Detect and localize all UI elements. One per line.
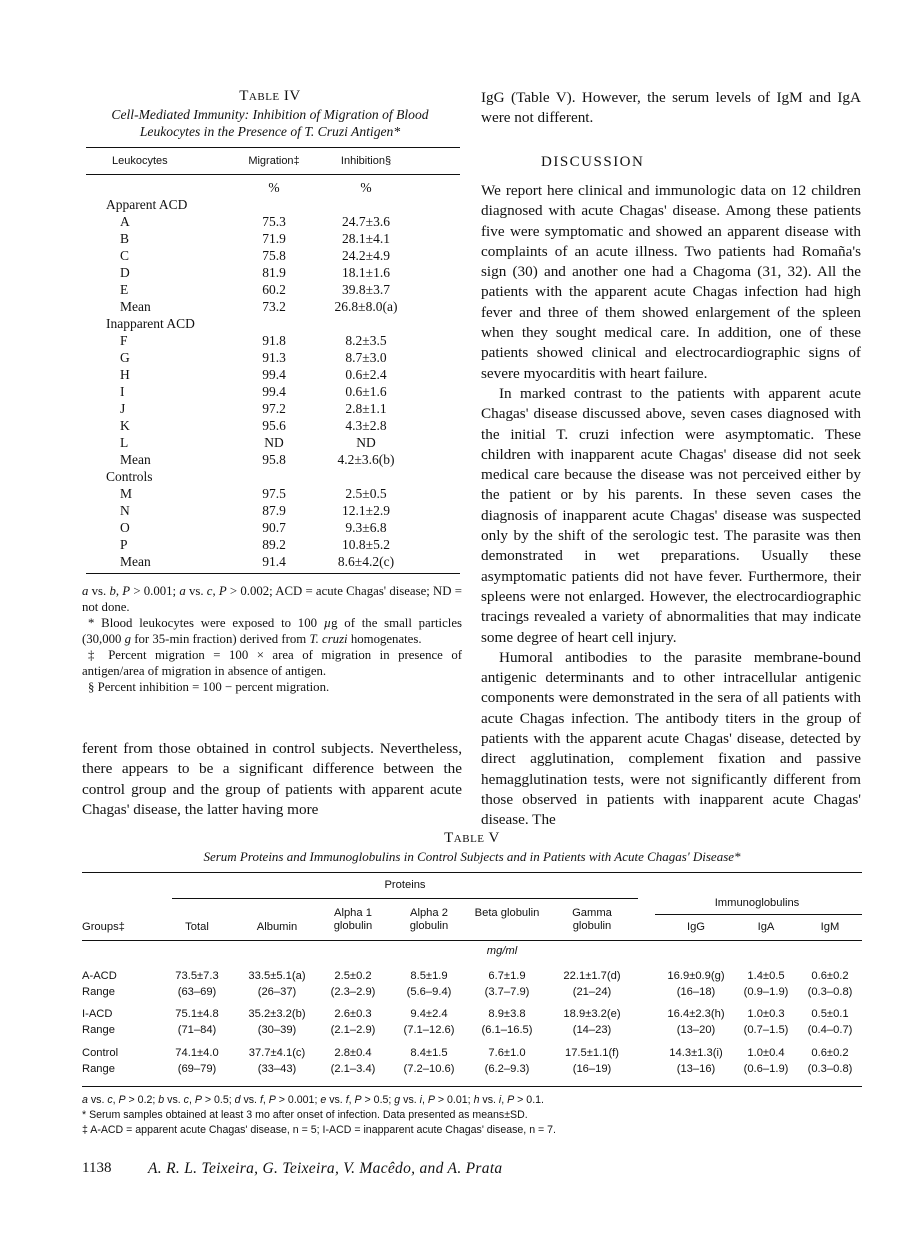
table4-inhibition-cell: 8.7±3.0 bbox=[345, 350, 387, 365]
table5-cell: (0.7–1.5) bbox=[743, 1024, 789, 1036]
table4-unit-migration: % bbox=[268, 180, 280, 195]
table5-cell: 8.4±1.5 bbox=[410, 1047, 448, 1059]
table4-inhibition-cell: ND bbox=[356, 435, 376, 450]
table5-cell: (0.6–1.9) bbox=[743, 1063, 789, 1075]
left-continuation-text: ferent from those obtained in control subjects. Nevertheless, there appears to be a significant difference between the control group and the group of patients with apparent acute Chagas' disease, the latter having more bbox=[82, 740, 462, 818]
table5-cell: 1.0±0.4 bbox=[747, 1047, 785, 1059]
table4-header-inhibition: Inhibition§ bbox=[340, 155, 392, 167]
table4-row-label: L bbox=[120, 435, 129, 450]
table5-bottom-rule bbox=[82, 1086, 862, 1087]
table5-cell: (21–24) bbox=[572, 986, 612, 998]
table5-proteins-rule bbox=[172, 898, 638, 899]
table5-groups-header: Groups‡ bbox=[82, 921, 125, 933]
table4-row-label: Mean bbox=[120, 299, 151, 314]
table5-cell: 8.9±3.8 bbox=[488, 1008, 526, 1020]
table5-cell: (69–79) bbox=[177, 1063, 217, 1075]
table4-inhibition-cell: 0.6±2.4 bbox=[345, 367, 387, 382]
table5-caption: Serum Proteins and Immunoglobulins in Control Subjects and in Patients with Acute Chagas' Disease* bbox=[203, 849, 741, 864]
table4-migration-cell: 90.7 bbox=[262, 520, 286, 535]
table5-cell: 2.6±0.3 bbox=[334, 1008, 372, 1020]
table4-migration-cell: 99.4 bbox=[262, 367, 286, 382]
table4-row-label: P bbox=[120, 537, 128, 552]
table5-cell: 0.6±0.2 bbox=[811, 970, 849, 982]
table5-cell: 7.6±1.0 bbox=[488, 1047, 526, 1059]
table4-inhibition-cell: 4.2±3.6(b) bbox=[337, 452, 395, 467]
table5-cell: (13–20) bbox=[676, 1024, 716, 1036]
table5-cell: 9.4±2.4 bbox=[410, 1008, 448, 1020]
table4-migration-cell: 97.5 bbox=[262, 486, 286, 501]
table5-cell: (0.3–0.8) bbox=[807, 1063, 853, 1075]
discussion-paragraph-1: We report here clinical and immunologic data on 12 children diagnosed with acute Chagas' disease. Among these patients five were symptomatic and showed an apparent disease with complaints of an acute illness. Two patients had Romaña's sign (30) and another one had a Chagoma (31, 32). All the patients with the apparent acute Chagas infection had high fever and three of them showed enlargement of the spleen when they sought medical care. In addition, one of these patients showed clinical and electrocardiographic signs of severe myocarditis with heart failure. bbox=[481, 182, 861, 382]
table4-bottom-rule bbox=[86, 573, 460, 574]
table4-row-label: Mean bbox=[120, 452, 151, 467]
table4-row-label: M bbox=[120, 486, 133, 501]
table4-migration-cell: 99.4 bbox=[262, 384, 286, 399]
table5-cell: (63–69) bbox=[177, 986, 217, 998]
table4-migration-cell: 73.2 bbox=[262, 299, 286, 314]
table5-footnote: * Serum samples obtained at least 3 mo after onset of infection. Data presented as means±SD. bbox=[82, 1109, 528, 1121]
table5-cell: 2.5±0.2 bbox=[334, 970, 372, 982]
table4-inhibition-cell: 0.6±1.6 bbox=[345, 384, 387, 399]
table5-cell: 16.4±2.3(h) bbox=[667, 1008, 725, 1020]
table4-row-label: E bbox=[120, 282, 129, 297]
table5-cell: 37.7±4.1(c) bbox=[248, 1047, 306, 1059]
discussion-heading: DISCUSSION bbox=[541, 154, 645, 170]
table4-footnotes bbox=[82, 583, 462, 695]
table4-inhibition-cell: 24.2±4.9 bbox=[342, 248, 390, 263]
table5-row-group: Range bbox=[82, 1063, 115, 1075]
table4-row-label: B bbox=[120, 231, 130, 246]
table4-inhibition-cell: 2.5±0.5 bbox=[345, 486, 387, 501]
table5-cell: (2.3–2.9) bbox=[330, 986, 376, 998]
running-footer-authors: A. R. L. Teixeira, G. Teixeira, V. Macêdo, and A. Prata bbox=[148, 1160, 503, 1177]
table5-cell: 73.5±7.3 bbox=[175, 970, 219, 982]
table4-inhibition-cell: 28.1±4.1 bbox=[342, 231, 390, 246]
table4-group-label: Apparent ACD bbox=[106, 197, 188, 212]
table5-cell: (14–23) bbox=[572, 1024, 612, 1036]
table4-migration-cell: ND bbox=[264, 435, 284, 450]
table4-migration-cell: 97.2 bbox=[262, 401, 286, 416]
table5-cell: 74.1±4.0 bbox=[175, 1047, 219, 1059]
table4-row-label: O bbox=[120, 520, 130, 535]
table5-column-header: IgM bbox=[820, 921, 840, 933]
table4-migration-cell: 95.8 bbox=[262, 452, 286, 467]
table4-row-label: Mean bbox=[120, 554, 151, 569]
table5-column-header: IgA bbox=[757, 921, 775, 933]
table4-row-label: I bbox=[120, 384, 125, 399]
table5-column-header: Gamma globulin bbox=[572, 907, 612, 932]
table5-cell: 17.5±1.1(f) bbox=[564, 1047, 620, 1059]
table4-migration-cell: 87.9 bbox=[262, 503, 286, 518]
table5-cell: (0.3–0.8) bbox=[807, 986, 853, 998]
table4-header-rule bbox=[86, 174, 460, 175]
table5-footnotes bbox=[82, 1093, 862, 1138]
table5-cell: 0.6±0.2 bbox=[811, 1047, 849, 1059]
table5-cell: (30–39) bbox=[257, 1024, 297, 1036]
table4-top-rule bbox=[86, 147, 460, 148]
table5-top-rule bbox=[82, 872, 862, 873]
table5-cell: (26–37) bbox=[257, 986, 297, 998]
table5-cell: (0.9–1.9) bbox=[743, 986, 789, 998]
table5-column-header: Albumin bbox=[256, 921, 298, 933]
table5-footnote: a vs. c, P > 0.2; b vs. c, P > 0.5; d vs. f, P > 0.001; e vs. f, P > 0.5; g vs. i, P > 0.01; h vs. i, P > 0.1. bbox=[82, 1094, 544, 1106]
table4-inhibition-cell: 9.3±6.8 bbox=[345, 520, 387, 535]
table4-unit-inhibition: % bbox=[360, 180, 372, 195]
table5-cell: 1.0±0.3 bbox=[747, 1008, 785, 1020]
table5-cell: 35.2±3.2(b) bbox=[248, 1008, 306, 1020]
table5-column-header: Alpha 1 globulin bbox=[333, 907, 373, 932]
table5-cell: (5.6–9.4) bbox=[406, 986, 452, 998]
table5-cell: (13–16) bbox=[676, 1063, 716, 1075]
table4-title: Table IV bbox=[239, 88, 301, 104]
discussion-paragraph-2: In marked contrast to the patients with apparent acute Chagas' disease discussed above, seven cases diagnosed with the initial T. cruzi infection were asymptomatic. These children with inapparent acute Chagas' disease did not seek medical care because the disease was not perceived either by the patient or by his parents. In these seven cases the diagnosis of inapparent acute Chagas' disease was suspected only by the shift of the serologic test. The parasite was then demonstrated in wet preparations. Usually these asymptomatic patients did not have fever. Furthermore, their spleens were not enlarged. However, the electrocardiographic tracings revealed a variety of abnormalities that may indicate some degree of heart cell injury. bbox=[481, 384, 861, 646]
table4-migration-cell: 91.4 bbox=[262, 554, 286, 569]
table5-cell: (3.7–7.9) bbox=[484, 986, 530, 998]
discussion-body bbox=[481, 181, 861, 831]
table5-cell: (2.1–2.9) bbox=[330, 1024, 376, 1036]
table4-caption-line2: Leukocytes in the Presence of T. Cruzi Antigen* bbox=[139, 124, 401, 139]
table5-cell: (71–84) bbox=[177, 1024, 217, 1036]
table5-cell: (6.2–9.3) bbox=[484, 1063, 530, 1075]
table4-migration-cell: 91.3 bbox=[262, 350, 286, 365]
table4-row-label: J bbox=[120, 401, 126, 416]
table5-ig-header: Immunoglobulins bbox=[714, 897, 800, 909]
table4-migration-cell: 71.9 bbox=[262, 231, 286, 246]
table4-group-label: Controls bbox=[106, 469, 153, 484]
table4-inhibition-cell: 8.2±3.5 bbox=[345, 333, 387, 348]
table5-header-rule bbox=[82, 940, 862, 941]
table5-column-header: Total bbox=[185, 921, 209, 933]
discussion-paragraph-3: Humoral antibodies to the parasite membrane-bound antigenic determinants and to other intracellular antigenic components were demonstrated in the sera of all patients with acute Chagas infection. The antibody titers in the group of patients with the apparent acute Chagas' disease, detected by direct agglutination, complement fixation and passive hemagglutination tests, were not significantly different from those observed in patients with inapparent acute Chagas' disease. The bbox=[481, 648, 861, 829]
table4-header-leukocytes: Leukocytes bbox=[112, 155, 168, 167]
table5-ig-rule bbox=[655, 914, 862, 915]
table4-inhibition-cell: 8.6±4.2(c) bbox=[337, 554, 395, 569]
table4-inhibition-cell: 26.8±8.0(a) bbox=[334, 299, 398, 314]
table4-inhibition-cell: 18.1±1.6 bbox=[342, 265, 390, 280]
table4-row-label: H bbox=[120, 367, 130, 382]
table4-footnote: * Blood leukocytes were exposed to 100 µg of the small particles (30,000 g for 35-min fraction) derived from T. cruzi homogenates. bbox=[82, 616, 462, 646]
right-top-text: IgG (Table V). However, the serum levels of IgM and IgA were not different. bbox=[481, 89, 861, 127]
table5-column-header: IgG bbox=[686, 921, 706, 933]
table5-cell: (7.2–10.6) bbox=[403, 1063, 455, 1075]
table5-row-group: I-ACD bbox=[82, 1008, 113, 1020]
table5-title: Table V bbox=[444, 830, 500, 846]
table4-migration-cell: 81.9 bbox=[262, 265, 286, 280]
table5-cell: (7.1–12.6) bbox=[403, 1024, 455, 1036]
table4-footnote: § Percent inhibition = 100 − percent migration. bbox=[88, 680, 330, 694]
table5-cell: 0.5±0.1 bbox=[811, 1008, 849, 1020]
table5-row-group: Range bbox=[82, 1024, 115, 1036]
table4-inhibition-cell: 39.8±3.7 bbox=[342, 282, 390, 297]
table5-cell: 6.7±1.9 bbox=[488, 970, 526, 982]
table4-migration-cell: 75.3 bbox=[262, 214, 286, 229]
table4-migration-cell: 95.6 bbox=[262, 418, 286, 433]
table5-proteins-header: Proteins bbox=[384, 879, 426, 891]
table4-footnote: ‡ Percent migration = 100 × area of migration in presence of antigen/area of migration in absence of antigen. bbox=[82, 648, 462, 678]
table5-column-header: Beta globulin bbox=[474, 907, 540, 919]
table5-cell: (0.4–0.7) bbox=[807, 1024, 853, 1036]
table5-cell: 16.9±0.9(g) bbox=[667, 970, 725, 982]
table5-cell: 8.5±1.9 bbox=[410, 970, 448, 982]
table4-row-label: G bbox=[120, 350, 130, 365]
table4-inhibition-cell: 12.1±2.9 bbox=[342, 503, 390, 518]
table4-group-label: Inapparent ACD bbox=[106, 316, 195, 331]
table5-unit: mg/ml bbox=[486, 945, 518, 957]
table4-inhibition-cell: 2.8±1.1 bbox=[345, 401, 387, 416]
table4-inhibition-cell: 10.8±5.2 bbox=[342, 537, 390, 552]
table4-migration-cell: 60.2 bbox=[262, 282, 286, 297]
table5-row-group: Range bbox=[82, 986, 115, 998]
table4-migration-cell: 89.2 bbox=[262, 537, 286, 552]
table5-cell: (16–19) bbox=[572, 1063, 612, 1075]
table4-row-label: A bbox=[120, 214, 130, 229]
table5-footnote: ‡ A-ACD = apparent acute Chagas' disease, n = 5; I-ACD = inapparent acute Chagas' disease, n = 7. bbox=[82, 1124, 556, 1136]
table5-cell: 1.4±0.5 bbox=[747, 970, 785, 982]
table4-footnote: a vs. b, P > 0.001; a vs. c, P > 0.002; ACD = acute Chagas' disease; ND = not done. bbox=[82, 584, 462, 614]
table4-row-label: N bbox=[120, 503, 130, 518]
table4-caption-line1: Cell-Mediated Immunity: Inhibition of Migration of Blood bbox=[111, 107, 429, 122]
table4-row-label: K bbox=[120, 418, 130, 433]
table4-inhibition-cell: 4.3±2.8 bbox=[345, 418, 387, 433]
table5-cell: 33.5±5.1(a) bbox=[248, 970, 306, 982]
table5-cell: (16–18) bbox=[676, 986, 716, 998]
table5-column-header: Alpha 2 globulin bbox=[409, 907, 449, 932]
table5-cell: 2.8±0.4 bbox=[334, 1047, 372, 1059]
table5-cell: (2.1–3.4) bbox=[330, 1063, 376, 1075]
table4-row-label: F bbox=[120, 333, 128, 348]
table5-row-group: Control bbox=[82, 1047, 119, 1059]
table5-cell: (6.1–16.5) bbox=[481, 1024, 533, 1036]
table5-cell: 75.1±4.8 bbox=[175, 1008, 219, 1020]
table5-cell: 14.3±1.3(i) bbox=[669, 1047, 723, 1059]
table4-migration-cell: 91.8 bbox=[262, 333, 286, 348]
table4-row-label: C bbox=[120, 248, 130, 263]
page-number: 1138 bbox=[82, 1160, 112, 1176]
table4-inhibition-cell: 24.7±3.6 bbox=[342, 214, 390, 229]
table4-row-label: D bbox=[120, 265, 130, 280]
table4-header-migration: Migration‡ bbox=[248, 155, 300, 167]
table5-row-group: A-ACD bbox=[82, 970, 117, 982]
table4-migration-cell: 75.8 bbox=[262, 248, 286, 263]
table5-cell: 18.9±3.2(e) bbox=[563, 1008, 621, 1020]
table5-cell: (33–43) bbox=[257, 1063, 297, 1075]
table5-cell: 22.1±1.7(d) bbox=[563, 970, 621, 982]
